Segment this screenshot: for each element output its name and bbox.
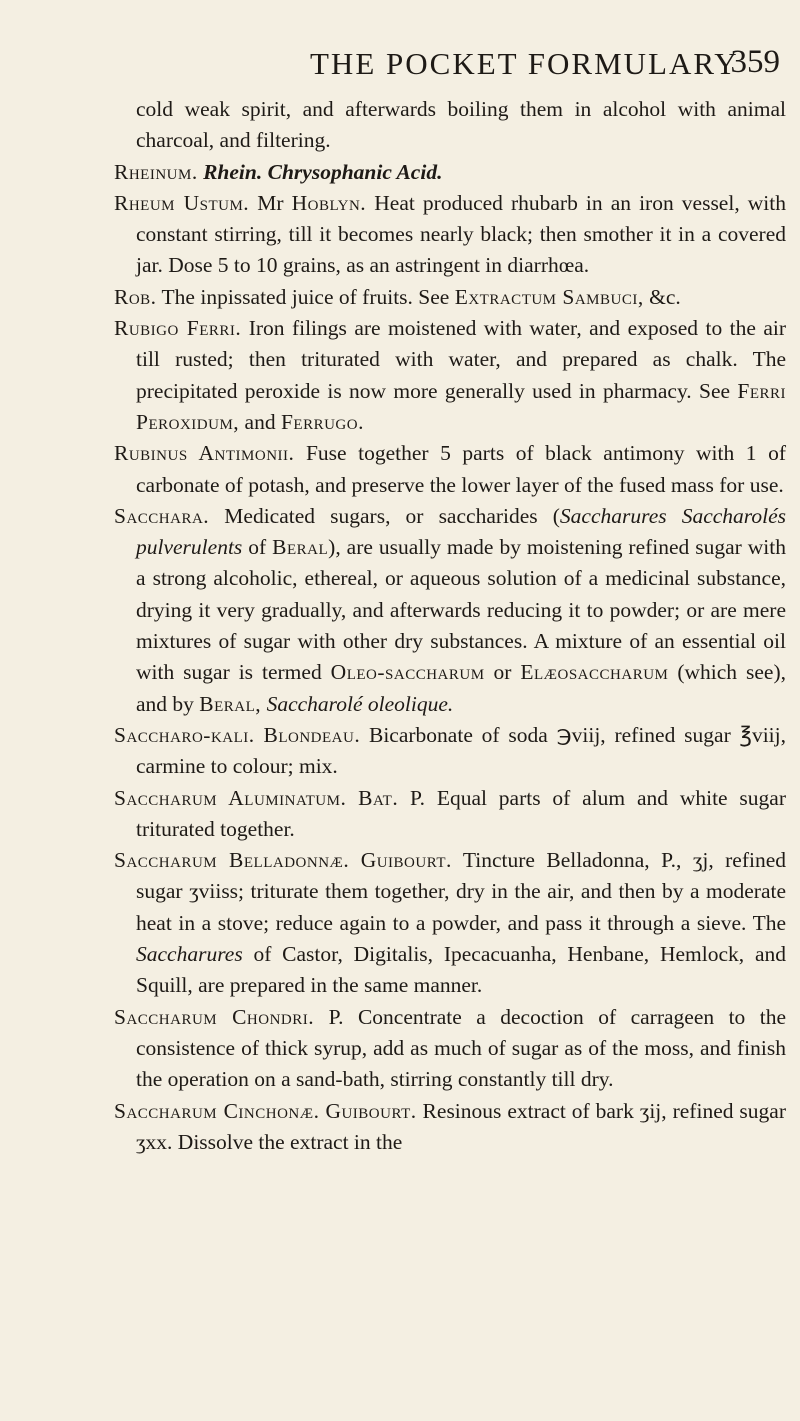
entry-text: Extractum Sambuci, — [454, 284, 644, 309]
entry-text: Rhein. — [203, 159, 263, 184]
entry-text: Blondeau. — [263, 722, 361, 747]
entry-text: Oleo-saccharum — [330, 660, 485, 685]
entry-headword: Rheum Ustum. — [114, 190, 250, 215]
entry-text: Medicated sugars, or saccharides ( — [209, 503, 560, 528]
entry-text: Bat. — [358, 785, 399, 810]
dictionary-entry — [114, 783, 786, 846]
entry-headword: Saccharum Aluminatum. — [114, 785, 347, 810]
entry-text: Elæosaccharum — [520, 660, 669, 685]
dictionary-entry — [114, 157, 786, 188]
entry-text: of — [242, 535, 273, 560]
entry-headword: Saccharum Belladonnæ. — [114, 848, 350, 873]
entry-text — [346, 786, 358, 810]
entry-text: P. Concentrate a decoction of carrageen to the consistence of thick syrup, add as much of sugar as of the moss, and finish the operation on a sand-bath, stirring constantly till dry. — [136, 1004, 786, 1092]
entry-text: Heat produced rhubarb in an iron vessel, with constant stirring, till it becomes nearly black; then smother it in a covered jar. Dose 5 to 10 grains, as an astringent in diarrhœa. — [136, 190, 786, 278]
dictionary-entry — [114, 188, 786, 282]
dictionary-entry — [114, 501, 786, 720]
entry-text: Saccharolé oleolique. — [266, 691, 454, 716]
entry-text: of Castor, Digitalis, Ipecacuanha, Henbane, Hemlock, and Squill, are prepared in the same manner. — [136, 942, 786, 998]
dictionary-entry — [114, 1096, 786, 1159]
entry-headword: Saccharo-kali. — [114, 722, 255, 747]
formulary-text — [114, 94, 786, 1158]
entry-text: Hoblyn. — [291, 190, 367, 215]
entry-text: Bicarbonate of soda ℈viij, refined sugar ℥viij, carmine to colour; mix. — [136, 722, 787, 779]
entry-text: Beral — [272, 535, 329, 560]
entry-text: &c. — [643, 284, 681, 309]
entry-text: (which see), and by — [136, 660, 786, 716]
entry-headword: Rubigo Ferri. — [114, 316, 242, 341]
entry-text: Guibourt. — [360, 848, 452, 873]
entry-headword: Saccharum Chondri. — [114, 1004, 315, 1029]
dictionary-entry — [114, 282, 786, 313]
entry-text: Mr — [249, 190, 292, 215]
entry-text: Ferri Peroxidum, — [136, 378, 786, 434]
page-number: 359 — [730, 44, 780, 80]
dictionary-entry — [114, 1002, 786, 1096]
entry-text: Beral, — [199, 691, 262, 716]
entry-text: Iron filings are moistened with water, and exposed to the air till rusted; then triturated with water, and prepared as chalk. The precipitated peroxide is now more generally used in pharmacy. See — [136, 316, 786, 403]
entry-text: Ferrugo. — [280, 409, 364, 434]
dictionary-entry — [114, 845, 786, 1001]
entry-continuation — [114, 94, 786, 157]
entry-text: Chrysophanic Acid. — [267, 159, 443, 184]
dictionary-entry — [114, 720, 786, 783]
entry-text: Fuse together 5 parts of black antimony with 1 of carbonate of potash, and preserve the lower layer of the fused mass for use. — [136, 441, 786, 497]
entry-headword: Sacchara. — [114, 503, 210, 528]
entry-text: ), are usually made by moistening refined sugar with a strong alcoholic, ethereal, or aqueous solution of a medicinal substance, drying it very gradually, and afterwards reducing it to powder; or are mere mixtures of sugar with other dry substances. A mixture of an essential oil with sugar is termed — [136, 535, 787, 685]
entry-text: Saccharures — [136, 942, 243, 967]
running-title: THE POCKET FORMULARY — [310, 46, 739, 81]
entry-text: Guibourt. — [325, 1098, 417, 1123]
dictionary-entry — [114, 438, 786, 501]
entry-text: cold weak spirit, and afterwards boiling them in alcohol with animal charcoal, and filtering. — [136, 97, 786, 153]
entry-headword: Saccharum Cinchonæ. — [114, 1098, 320, 1123]
entry-text: Tincture Belladonna, P., ʒj, refined sugar ʒviiss; triturate them together, dry in the air, and then by a moderate heat in a stove; reduce again to a powder, and pass it through a sieve. The — [136, 848, 786, 935]
entry-text: Saccharures Saccharolés pulverulents — [136, 503, 786, 560]
entry-text: and — [239, 409, 281, 434]
entry-headword: Rob. — [114, 284, 157, 309]
entry-headword: Rheinum. — [114, 159, 198, 184]
entry-text — [349, 848, 360, 872]
dictionary-entry — [114, 313, 786, 438]
entry-text: P. Equal parts of alum and white sugar triturated together. — [136, 785, 786, 841]
entry-text: or — [484, 660, 521, 685]
entry-text: The inpissated juice of fruits. See — [156, 284, 455, 309]
entry-text: Resinous extract of bark ʒij, refined sugar ʒxx. Dissolve the extract in the — [136, 1098, 787, 1154]
entry-headword: Rubinus Antimonii. — [114, 441, 295, 466]
running-head — [120, 44, 780, 84]
